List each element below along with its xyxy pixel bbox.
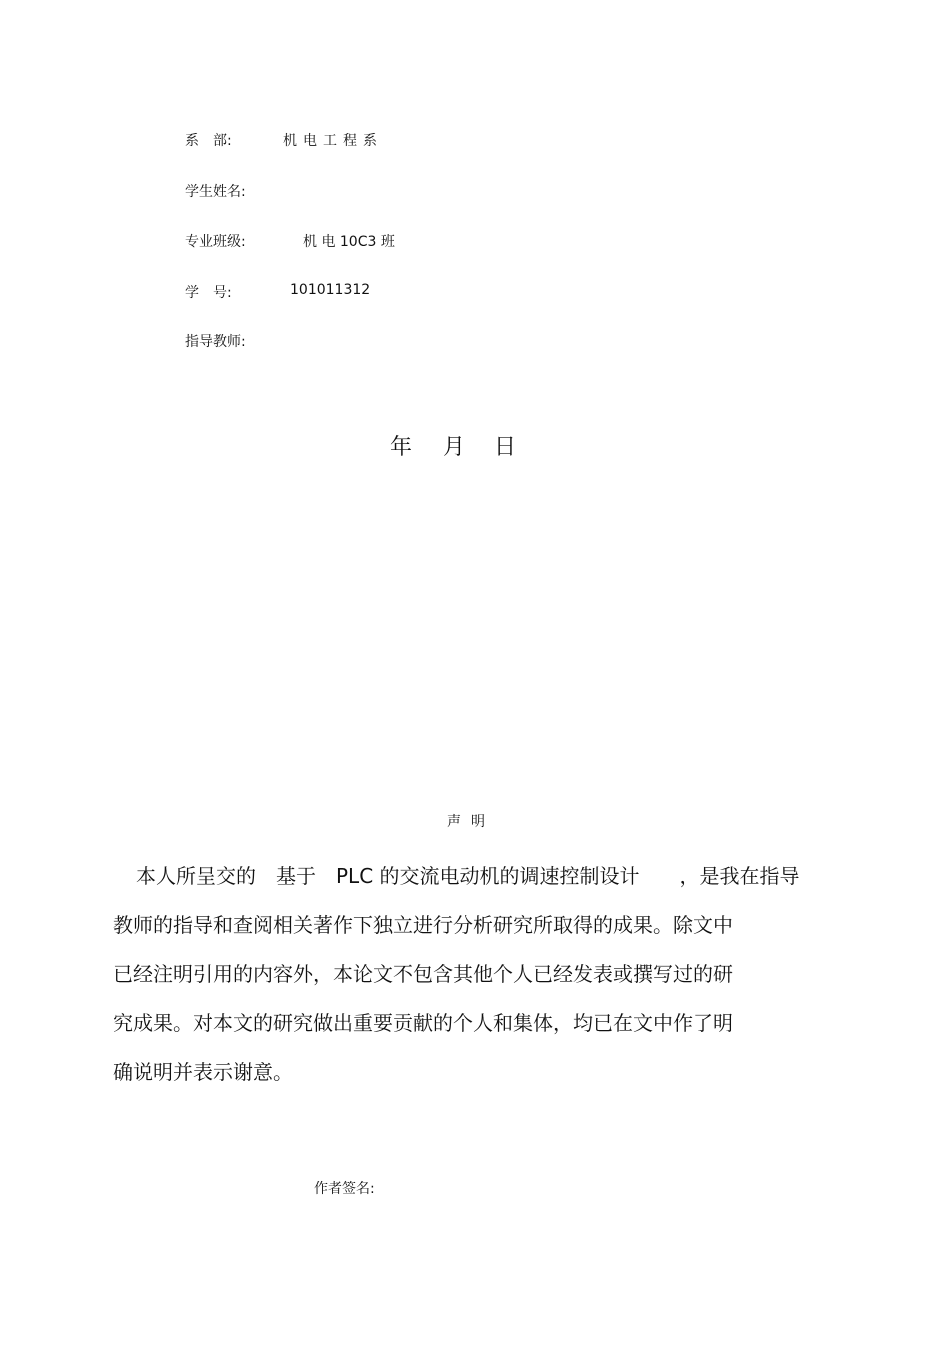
declaration-line-4: 究成果。对本文的研究做出重要贡献的个人和集体，均已在文中作了明: [113, 1011, 733, 1035]
student-name-label: 学生姓名:: [185, 184, 246, 200]
student-id-label: 学 号:: [185, 285, 232, 301]
declaration-line-2: 教师的指导和查阅相关著作下独立进行分析研究所取得的成果。除文中: [113, 913, 733, 937]
declaration-line-5: 确说明并表示谢意。: [113, 1060, 293, 1084]
declaration-line-1: 本人所呈交的 基于 PLC 的交流电动机的调速控制设计 ，是我在指导: [136, 864, 800, 888]
declaration-line-3: 已经注明引用的内容外，本论文不包含其他个人已经发表或撰写过的研: [113, 962, 733, 986]
student-id-value: 101011312: [290, 282, 371, 298]
date-day: 日: [494, 435, 517, 460]
date-year: 年: [390, 435, 413, 460]
class-label: 专业班级:: [185, 234, 246, 250]
department-label: 系 部:: [185, 133, 232, 149]
declaration-title: 声明: [447, 814, 495, 830]
date-month: 月: [443, 435, 466, 460]
class-value: 机 电 10C3 班: [303, 234, 395, 250]
department-value: 机电工程系: [283, 133, 383, 149]
advisor-label: 指导教师:: [185, 334, 246, 350]
author-signature-label: 作者签名:: [314, 1181, 375, 1197]
